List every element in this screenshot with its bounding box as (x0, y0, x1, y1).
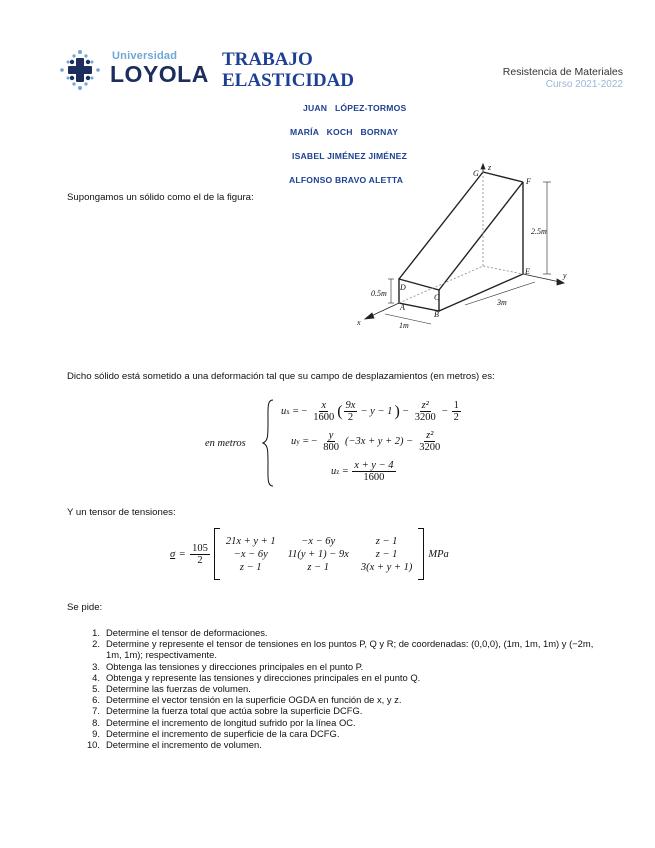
author-2: MARÍA KOCH BORNAY (290, 127, 399, 137)
author-4: ALFONSO BRAVO ALETTA (289, 175, 404, 185)
question-item: 2. Determine y represente el tensor de tensiones en los puntos P, Q y R; de coordenadas: (0,0,0), (1m, 1m, 1m) y (−2m, 1m, 1m); respectivamente. (92, 638, 594, 661)
label-a: A (400, 303, 405, 312)
ux-frac1 (311, 400, 336, 423)
document-title-line2: ELASTICIDAD (222, 70, 354, 91)
deformation-text: Dicho sólido está sometido a una deformación tal que su campo de desplazamientos (en metros) es: (67, 371, 495, 382)
uy-sub: y (296, 437, 300, 446)
question-item: 10. Determine el incremento de volumen. (86, 739, 262, 751)
stress-unit: MPa (428, 548, 449, 560)
incline-edge-dg (399, 172, 483, 279)
label-c: C (434, 293, 440, 302)
label-g: G (473, 169, 479, 178)
uz-lhs: u (331, 466, 337, 477)
stress-eq: = (179, 548, 186, 560)
se-pide-label: Se pide: (67, 602, 103, 613)
ux-frac1-num: x (321, 400, 327, 411)
axis-z-label: z (488, 163, 492, 172)
matrix-row (220, 548, 418, 561)
uz-eq: = (342, 466, 349, 477)
dim-width: 1m (399, 321, 409, 330)
question-item: 5. Determine las fuerzas de volumen. (92, 683, 251, 695)
tensor-text: Y un tensor de tensiones: (67, 507, 176, 518)
matrix-cell: z − 1 (375, 535, 398, 547)
author-3: ISABEL JIMÉNEZ JIMÉNEZ (292, 151, 408, 161)
document-title-line1: TRABAJO (222, 49, 313, 70)
displacement-system (205, 398, 495, 490)
ux-frac2-num: 9x (345, 400, 356, 411)
top-edge-gf (483, 172, 523, 182)
course-name: Resistencia de Materiales (502, 66, 623, 78)
stress-coef-den: 2 (197, 554, 203, 566)
uz-sub: z (336, 467, 340, 476)
uy-lhs: u (291, 436, 297, 447)
ux-frac3 (413, 400, 438, 423)
intro-text: Supongamos un sólido como el de la figura: (67, 192, 254, 203)
incline-edge-cf (439, 182, 523, 290)
uz-equation (331, 460, 397, 483)
matrix-cell: 21x + y + 1 (225, 535, 276, 547)
matrix-cell: −x − 6y (233, 548, 268, 560)
stress-tensor (170, 528, 449, 580)
uz-frac-num: x + y − 4 (354, 460, 394, 471)
question-item: 4. Obtenga y represente las tensiones y direcciones principales en el punto Q. (92, 671, 421, 683)
university-name: LOYOLA (110, 61, 209, 87)
axis-y-label: y (563, 271, 567, 280)
ux-frac2 (344, 400, 358, 423)
uy-mid: (−3x + y + 2) − (344, 436, 414, 447)
brace-icon (261, 398, 275, 488)
ux-equation: u x = − $\frac{x}{1600}$ ( $\frac{9x}{2}$ − y − 1 ) − $\frac{\text{z²}}{3200}$ − $\frac{1}{2}$ (281, 400, 459, 423)
question-list (84, 627, 604, 750)
stress-coef-num: 105 (192, 542, 208, 554)
matrix-cell: 11(y + 1) − 9x (287, 548, 349, 560)
stress-symbol: σ (170, 548, 176, 560)
matrix-cell: −x − 6y (301, 535, 336, 547)
matrix-row (220, 535, 418, 548)
uy-frac2-den: 3200 (419, 442, 441, 453)
label-e: E (525, 267, 530, 276)
question-item: 3. Obtenga las tensiones y direcciones principales en el punto P. (92, 660, 364, 672)
matrix-row (220, 561, 418, 574)
stress-matrix (220, 535, 418, 574)
ux-frac4-num: 1 (453, 400, 459, 411)
matrix-cell: z − 1 (307, 561, 330, 573)
dim-height-right: 2.5m (531, 227, 547, 236)
question-item: 6. Determine el vector tensión en la superficie OGDA en función de x, y z. (92, 694, 402, 706)
label-b: B (434, 310, 439, 319)
dim-depth: 3m (497, 298, 507, 307)
matrix-cell: z − 1 (239, 561, 262, 573)
uz-frac-den: 1600 (363, 472, 385, 483)
uy-eq: = − (302, 436, 318, 447)
uy-frac1-den: 800 (323, 442, 339, 453)
axis-x-label: x (357, 318, 361, 327)
ux-mid: − y − 1 (360, 406, 393, 417)
uy-equation (291, 430, 443, 453)
ux-frac2-den: 2 (347, 412, 354, 423)
uy-frac1 (321, 430, 341, 453)
uz-frac (352, 460, 395, 483)
uy-frac2 (417, 430, 442, 453)
matrix-cell: 3(x + y + 1) (360, 561, 413, 573)
question-item: 9. Determine el incremento de superficie de la cara DCFG. (92, 727, 340, 739)
uy-frac1-num: y (328, 430, 334, 441)
displacement-label: en metros (205, 438, 246, 449)
stress-coef (190, 543, 210, 566)
university-small-label: Universidad (112, 50, 178, 62)
uy-frac2-num: z² (426, 430, 434, 441)
matrix-cell: z − 1 (375, 548, 398, 560)
question-item: 7. Determine la fuerza total que actúa sobre la superficie DCFG. (92, 705, 363, 717)
university-logo (58, 48, 208, 92)
question-item: 8. Determine el incremento de longitud sufrido por la línea OC. (92, 716, 356, 728)
ux-frac3-num: z² (421, 400, 429, 411)
label-d: D (400, 283, 406, 292)
solid-figure (355, 162, 585, 337)
logo-dots-icon (58, 48, 102, 92)
ux-frac3-den: 3200 (414, 412, 436, 423)
course-year: Curso 2021-2022 (545, 79, 623, 90)
ux-frac1-den: 1600 (313, 412, 335, 423)
dim-height-left: 0.5m (371, 289, 387, 298)
ux-eq: = − (292, 406, 308, 417)
author-1: JUAN LÓPEZ-TORMOS (303, 103, 407, 113)
ux-frac4-den: 2 (453, 412, 459, 423)
label-f: F (526, 177, 531, 186)
ux-sub: x (286, 407, 290, 416)
ux-frac4 (452, 400, 461, 423)
question-item: 1. Determine el tensor de deformaciones. (92, 627, 268, 638)
ux-lhs: u (281, 406, 287, 417)
